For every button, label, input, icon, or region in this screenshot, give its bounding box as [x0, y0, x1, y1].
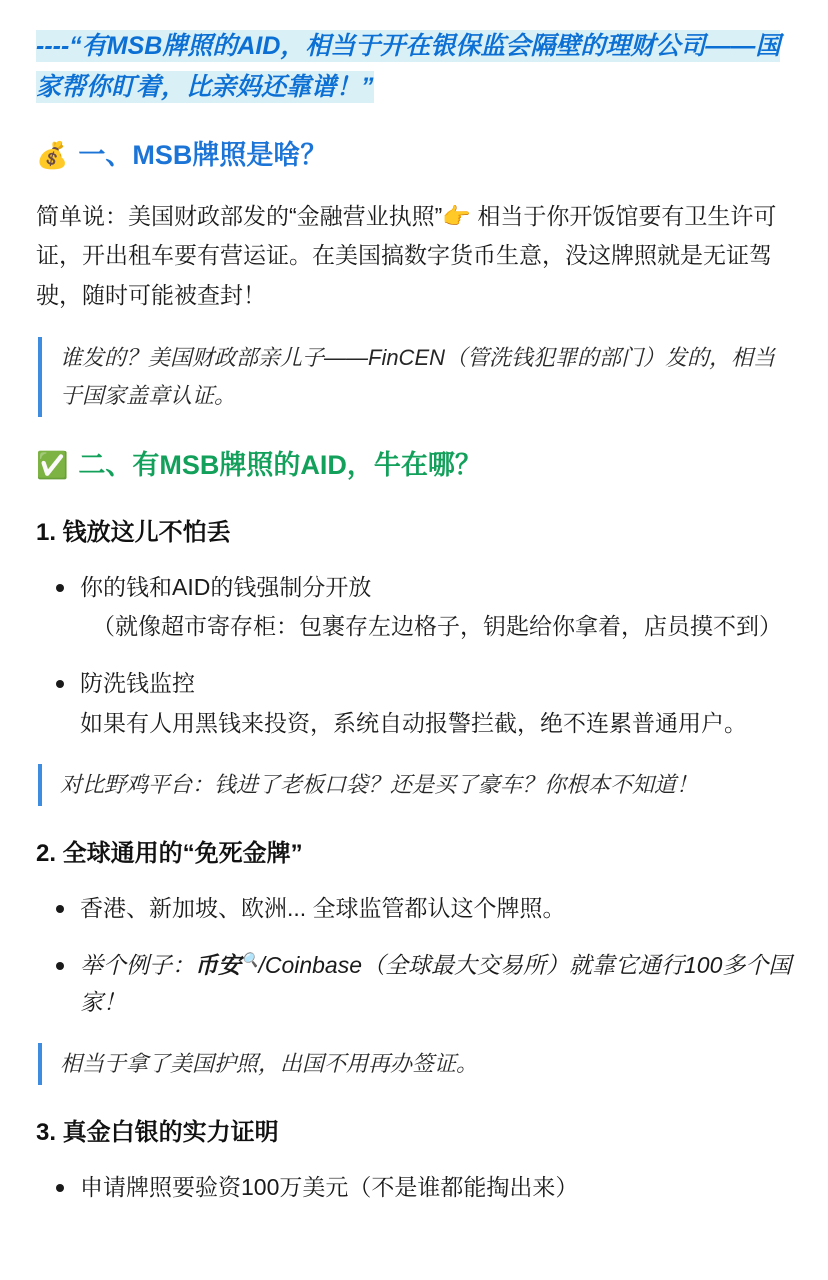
- brand-name: 币安: [195, 951, 241, 978]
- list-item: [50, 665, 792, 742]
- money-bag-icon: 💰: [36, 140, 69, 170]
- list-item: [50, 569, 792, 646]
- subsection-1-list: [36, 569, 792, 742]
- list-item-main: 香港、新加坡、欧洲... 全球监管都认这个牌照。: [80, 894, 566, 921]
- list-item-main: 申请牌照要验资100万美元（不是谁都能掏出来）: [80, 1174, 579, 1201]
- section-1-quote: 谁发的？美国财政部亲儿子——FinCEN（管洗钱犯罪的部门）发的，相当于国家盖章认证。: [38, 337, 792, 417]
- subsection-3-list: [36, 1169, 792, 1206]
- list-item: [50, 947, 792, 1022]
- section-1-paragraph: 简单说：美国财政部发的“金融营业执照”👉 相当于你开饭馆要有卫生许可证，开出租车要有营运证。在美国搞数字货币生意，没这牌照就是无证驾驶，随时可能被查封！: [36, 202, 777, 308]
- list-item-sub: （就像超市寄存柜：包裹存左边格子，钥匙给你拿着，店员摸不到）: [92, 613, 782, 640]
- list-item-prefix: 举个例子：: [80, 951, 195, 978]
- list-item-sub: 如果有人用黑钱来投资，系统自动报警拦截，绝不连累普通用户。: [80, 709, 747, 736]
- subsection-2-title: 2. 全球通用的“免死金牌”: [36, 839, 303, 867]
- search-icon: 🔍: [241, 951, 259, 968]
- subsection-2-quote: 相当于拿了美国护照，出国不用再办签证。: [38, 1043, 792, 1085]
- list-item-main: 你的钱和AID的钱强制分开放: [80, 573, 372, 600]
- subsection-3-title: 3. 真金白银的实力证明: [36, 1119, 279, 1147]
- section-1-heading: [36, 137, 792, 175]
- section-2-heading-text: 二、有MSB牌照的AID，牛在哪？: [78, 450, 482, 481]
- subsection-1-quote: 对比野鸡平台：钱进了老板口袋？还是买了豪车？你根本不知道！: [38, 764, 792, 806]
- section-1-heading-text: 一、MSB牌照是啥？: [78, 140, 328, 170]
- subsection-2-list: [36, 890, 792, 1022]
- intro-quote: [36, 26, 792, 107]
- list-item: [50, 890, 792, 927]
- subsection-1-title: 1. 钱放这儿不怕丢: [36, 518, 231, 546]
- section-2-heading: [36, 447, 792, 485]
- list-item-rest: /Coinbase（全球最大交易所）就靠它通行100多个国家！: [80, 951, 792, 1016]
- list-item-main: 防洗钱监控: [80, 670, 195, 697]
- check-mark-icon: ✅: [36, 450, 69, 481]
- intro-quote-text: ----“有MSB牌照的AID，相当于开在银保监会隔壁的理财公司——国家帮你盯着，比亲妈还靠谱！”: [36, 32, 781, 101]
- list-item: [50, 1169, 792, 1206]
